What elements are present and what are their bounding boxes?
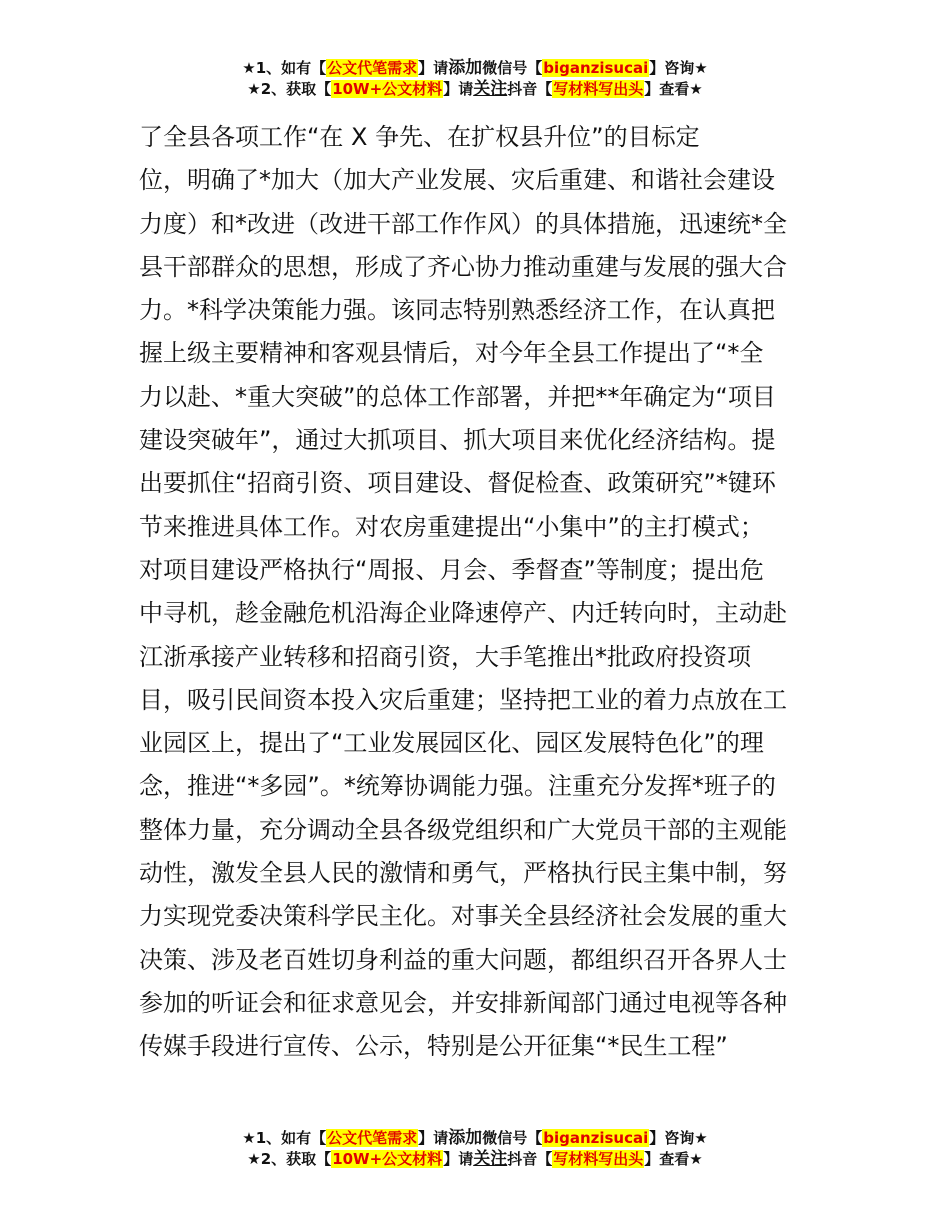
body-line: 中寻机，趁金融危机沿海企业降速停产、内迁转向时，主动赴 [139,599,787,628]
banner-text: ★2、获取【 [247,80,332,98]
banner-text: 微信号【 [482,59,543,77]
banner-text: ★2、获取【 [247,1150,332,1168]
body-line: 力实现党委决策科学民主化。对事关全县经济社会发展的重大 [139,902,787,931]
banner-text: 】请 [418,59,449,77]
banner-text: 】请 [418,1129,449,1147]
body-line: 位，明确了*加大（加大产业发展、灾后重建、和谐社会建设 [139,166,775,195]
footer-banner [0,1128,950,1170]
body-line: 力以赴、*重大突破”的总体工作部署，并把**年确定为“项目 [139,382,776,411]
body-line: 节来推进具体工作。对农房重建提出“小集中”的主打模式； [139,512,764,541]
banner-text: 微信号【 [482,1129,543,1147]
body-line: 力。*科学决策能力强。该同志特别熟悉经济工作，在认真把 [139,296,775,325]
banner-emphasis: 添加 [448,1128,483,1148]
body-line: 握上级主要精神和客观县情后，对今年全县工作提出了“*全 [139,339,764,368]
body-line: 念，推进“*多园”。*统筹协调能力强。注重充分发挥*班子的 [139,772,776,801]
banner-highlight: 10W+公文材料 [332,80,443,98]
banner-text: 抖音【 [507,80,553,98]
banner-highlight: 写材料写出头 [553,80,644,98]
body-line: 建设突破年”，通过大抓项目、抓大项目来优化经济结构。提 [139,426,776,455]
banner-highlight: 写材料写出头 [553,1150,644,1168]
banner-line-1 [0,1128,950,1149]
body-line: 出要抓住“招商引资、项目建设、督促检查、政策研究”*键环 [139,469,776,498]
body-line: 对项目建设严格执行“周报、月会、季督查”等制度；提出危 [139,555,764,584]
banner-text: 】请 [443,80,474,98]
body-line: 动性，激发全县人民的激情和勇气，严格执行民主集中制，努 [139,859,787,888]
banner-text: ★1、如有【 [242,59,327,77]
banner-highlight: biganzisucai [543,59,649,77]
banner-line-2 [0,1149,950,1170]
body-line: 力度）和*改进（改进干部工作作风）的具体措施，迅速统*全 [139,209,787,238]
banner-text: 】请 [443,1150,474,1168]
body-line: 了全县各项工作“在 X 争先、在扩权县升位”的目标定 [139,123,700,151]
banner-text: 抖音【 [507,1150,553,1168]
banner-emphasis: 添加 [448,58,483,78]
banner-text: 】咨询★ [649,59,708,77]
header-banner [0,58,950,100]
banner-highlight: 公文代笔需求 [327,59,418,77]
banner-highlight: biganzisucai [543,1129,649,1147]
banner-text: 】咨询★ [649,1129,708,1147]
banner-text: 】查看★ [644,80,703,98]
banner-highlight: 10W+公文材料 [332,1150,443,1168]
body-line: 业园区上，提出了“工业发展园区化、园区发展特色化”的理 [139,729,764,758]
document-body [139,116,815,1069]
body-line: 整体力量，充分调动全县各级党组织和广大党员干部的主观能 [139,815,787,844]
body-line: 传媒手段进行宣传、公示，特别是公开征集“*民生工程” [139,1032,728,1061]
body-line: 参加的听证会和征求意见会，并安排新闻部门通过电视等各种 [139,988,787,1017]
banner-highlight: 公文代笔需求 [327,1129,418,1147]
banner-emphasis: 关注 [473,79,508,99]
banner-text: ★1、如有【 [242,1129,327,1147]
body-line: 江浙承接产业转移和招商引资，大手笔推出*批政府投资项 [139,642,751,671]
banner-line-2 [0,79,950,100]
body-line: 县干部群众的思想，形成了齐心协力推动重建与发展的强大合 [139,252,787,281]
body-line: 目，吸引民间资本投入灾后重建；坚持把工业的着力点放在工 [139,685,787,714]
banner-text: 】查看★ [644,1150,703,1168]
banner-line-1 [0,58,950,79]
body-line: 决策、涉及老百姓切身利益的重大问题，都组织召开各界人士 [139,945,787,974]
banner-emphasis: 关注 [473,1149,508,1169]
